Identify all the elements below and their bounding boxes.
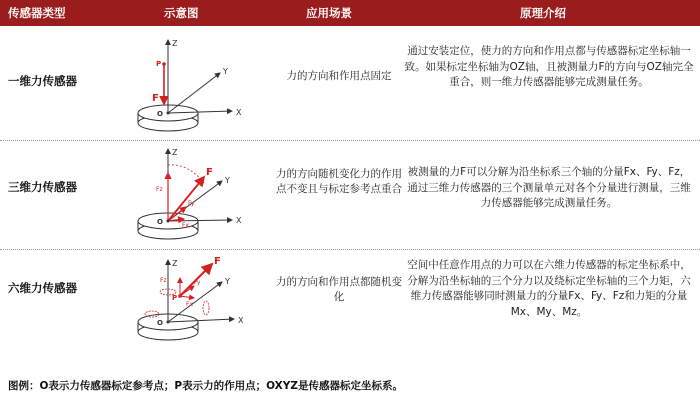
- force-label-f: F: [152, 93, 159, 104]
- table-row: [0, 250, 700, 372]
- axis-label-z: Z: [172, 148, 178, 157]
- axis-label-x: X: [236, 216, 242, 225]
- header-scene: 应用场景: [306, 6, 352, 20]
- force-label-f: F: [206, 167, 213, 178]
- origin-label-o: O: [157, 218, 163, 226]
- origin-label-o: O: [157, 319, 163, 327]
- force-label-fy: Fy: [188, 200, 195, 207]
- force-label-fx: Fx: [186, 301, 194, 308]
- row-type: 三维力传感器: [8, 180, 77, 194]
- table-header: [0, 0, 700, 26]
- axis-label-z: Z: [172, 39, 178, 48]
- row-type: 一维力传感器: [8, 74, 77, 88]
- three-axis-diagram: [128, 143, 258, 247]
- force-label-fz: Fz: [156, 186, 163, 193]
- row-principle: 空间中任意作用点的力可以在六维力传感器的标定坐标系中，分解为沿坐标轴的三个分力以及绕标定坐标轴的三个力矩，六维力传感器能够同时测量力的分量Fx、Fy、Fz和力矩的分量Mx、My、Mz。: [407, 259, 691, 318]
- row-principle: 被测量的力F可以分解为沿坐标系三个轴的分量Fx、Fy、Fz，通过三维力传感器的三个测量单元对各个分量进行测量，三维力传感器能够完成测量任务。: [407, 166, 691, 209]
- row-scene: 力的方向和作用点都随机变化: [276, 276, 402, 303]
- axis-label-x: X: [236, 108, 242, 117]
- axis-label-y: Y: [225, 176, 230, 185]
- one-axis-diagram: [128, 28, 258, 138]
- axis-label-x: X: [238, 316, 244, 325]
- axis-label-z: Z: [172, 259, 178, 268]
- force-label-fz: Fz: [160, 277, 167, 284]
- force-label-f: F: [214, 256, 221, 267]
- table-row: [0, 141, 700, 248]
- point-label-p: P: [156, 60, 162, 68]
- origin-label-o: O: [157, 110, 163, 118]
- table-row: [0, 26, 700, 140]
- header-type: 传感器类型: [8, 6, 66, 20]
- header-diagram: 示意图: [164, 6, 199, 20]
- six-axis-diagram: [128, 252, 258, 352]
- header-principle: 原理介绍: [520, 6, 566, 20]
- axis-label-y: Y: [225, 277, 230, 286]
- row-scene: 力的方向和作用点固定: [286, 70, 392, 82]
- force-label-fx: Fx: [182, 222, 190, 229]
- row-scene: 力的方向随机变化力的作用点不变且与标定参考点重合: [276, 168, 402, 195]
- row-principle: 通过安装定位，使力的方向和作用点都与传感器标定坐标轴一致。如果标定坐标轴为OZ轴，且被测量力F的方向与OZ轴完全重合，则一维力传感器能够完成测量任务。: [404, 45, 694, 88]
- row-type: 六维力传感器: [8, 281, 77, 295]
- force-label-fy: Fy: [194, 279, 201, 286]
- axis-label-y: Y: [223, 67, 228, 76]
- figure-caption: 图例：O表示力传感器标定参考点；P表示力的作用点；OXYZ是传感器标定坐标系。: [8, 380, 403, 392]
- point-label-p: P: [172, 294, 178, 302]
